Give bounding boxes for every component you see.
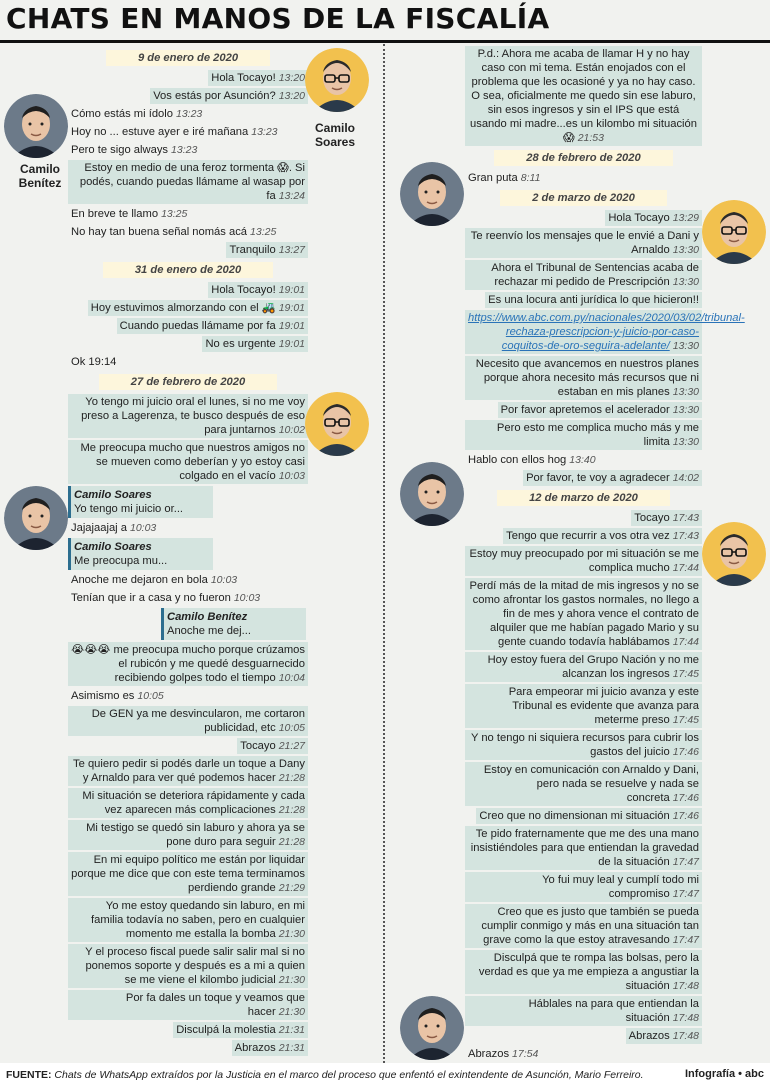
- name-soares: Camilo Soares: [314, 121, 356, 149]
- message-time: 10:03: [129, 522, 157, 534]
- message-text: Hablo con ellos hog: [468, 454, 567, 466]
- message-text: Háblales na para que entiendan la situación: [528, 998, 699, 1024]
- quoted-reply: [68, 486, 213, 518]
- message-time: 17:45: [672, 668, 699, 680]
- message-text: En mi equipo político me están por liquidar porque me dice que con este tema terminamos perdiendo grande: [71, 854, 305, 894]
- message-text: Es una locura anti jurídica lo que hicieron!!: [488, 294, 699, 306]
- message-time: 21:28: [278, 836, 305, 848]
- avatar-soares: [305, 392, 369, 456]
- avatar-benitez: [4, 486, 68, 550]
- message-text: Te quiero pedir si podés darle un toque a Dany y Arnaldo para ver qué podemos hacer: [73, 758, 305, 784]
- sent-message: [465, 228, 702, 258]
- avatar-benitez: [400, 996, 464, 1060]
- sent-message: [232, 1040, 308, 1056]
- message-text: Cuando puedas llámame por fa: [119, 320, 276, 332]
- avatar-benitez: [400, 162, 464, 226]
- sent-message: [631, 510, 702, 526]
- footer: [0, 1063, 770, 1087]
- message-text: Hoy estuvimos almorzando con el 🚜: [90, 302, 276, 314]
- message-time: 21:53: [577, 132, 604, 144]
- sent-message: [465, 578, 702, 650]
- sent-message: [498, 402, 702, 418]
- message-time: 13:25: [161, 208, 188, 220]
- message-text: Tenían que ir a casa y no fueron: [71, 592, 231, 604]
- message-time: 10:03: [233, 592, 261, 604]
- sent-message: [68, 706, 308, 736]
- quoted-text: Anoche me dej...: [167, 625, 251, 637]
- message-text: Yo me estoy quedando sin laburo, en mi familia todavía no saben, pero en cualquier momento me estalla la bomba: [91, 900, 305, 940]
- column-divider: [383, 44, 385, 1063]
- sent-message: [68, 898, 308, 942]
- message-time: 13:30: [672, 436, 699, 448]
- brand-logo: Infografía • abc: [684, 1068, 764, 1080]
- name-benitez: Camilo Benítez: [18, 162, 62, 190]
- received-message: [465, 1046, 541, 1062]
- message-time: 10:05: [278, 722, 305, 734]
- message-text: Tocayo: [634, 512, 670, 524]
- sent-message: [465, 310, 745, 354]
- quoted-reply: [68, 538, 213, 570]
- quoted-author: Camilo Benítez: [167, 611, 248, 623]
- message-time: 17:47: [672, 888, 699, 900]
- message-text: Hola Tocayo!: [211, 284, 276, 296]
- message-time: 13:30: [672, 244, 699, 256]
- message-time: 21:31: [278, 1024, 305, 1036]
- message-text: Te pido fraternamente que me des una mano insistiéndoles para que entiendan la gravedad de la situación: [470, 828, 699, 868]
- message-text: Hoy no ... estuve ayer e iré mañana: [71, 126, 249, 138]
- message-text: Por fa dales un toque y veamos que hacer: [125, 992, 305, 1018]
- footer-source: Chats de WhatsApp extraídos por la Justicia en el marco del proceso que enfentó el exintendente de Asunción, Mario Ferreiro.: [54, 1069, 644, 1081]
- sent-message: [465, 260, 702, 290]
- message-text: Estoy en comunicación con Arnaldo y Dani, pero nada se resuelve y nada se concreta: [483, 764, 699, 804]
- received-message: [68, 688, 167, 704]
- message-time: 17:46: [672, 810, 699, 822]
- message-text: Cómo estás mi ídolo: [71, 108, 173, 120]
- message-time: 13:23: [175, 108, 203, 120]
- message-time: 13:29: [672, 212, 699, 224]
- message-time: 19:01: [278, 284, 305, 296]
- message-text: Yo fui muy leal y cumplí todo mi compromiso: [542, 874, 699, 900]
- quoted-text: Yo tengo mi juicio or...: [74, 503, 184, 515]
- received-message: [68, 142, 200, 158]
- chat-column-left: [68, 44, 308, 1063]
- message-text: P.d.: Ahora me acaba de llamar H y no hay caso con mi tema. Están enojados con el problema que les ocasioné y ya no hay caso. O sea, oficialmente me quedo sin ese laburo, sin esos ingresos y sin el IPS que está usando mi madre...es un kilombo mi situación 😱: [470, 48, 697, 144]
- date-divider: 27 de febrero de 2020: [99, 374, 277, 390]
- received-message: [68, 206, 190, 222]
- message-time: 10:05: [137, 690, 164, 702]
- message-time: 17:46: [672, 792, 699, 804]
- message-text: Hola Tocayo!: [211, 72, 276, 84]
- message-time: 17:48: [672, 1030, 699, 1042]
- message-text: Tocayo: [240, 740, 276, 752]
- sent-message: [465, 762, 702, 806]
- message-text: Estoy muy preocupado por mi situación se me complica mucho: [469, 548, 699, 574]
- message-time: 19:01: [278, 338, 305, 350]
- message-time: 13:20: [278, 72, 305, 84]
- message-time: 13:23: [251, 126, 278, 138]
- message-text: Jajajaajaj a: [71, 522, 127, 534]
- message-text: Pero esto me complica mucho más y me limita: [496, 422, 699, 448]
- sent-message: [88, 300, 308, 316]
- message-text: Y no tengo ni siquiera recursos para cubrir los gastos del juicio: [470, 732, 699, 758]
- message-time: 21:29: [278, 882, 305, 894]
- message-text: Disculpá que te rompa las bolsas, pero la verdad es que ya me empieza a angustiar la situación: [478, 952, 699, 992]
- received-message: [465, 452, 599, 468]
- message-time: 17:48: [672, 980, 699, 992]
- sent-message: [465, 684, 702, 728]
- sent-message: [68, 820, 308, 850]
- message-time: 21:31: [278, 1042, 305, 1054]
- sent-message: [465, 826, 702, 870]
- date-divider: 2 de marzo de 2020: [500, 190, 667, 206]
- sent-message: [117, 318, 308, 334]
- received-message: [68, 572, 240, 588]
- sent-message: [465, 950, 702, 994]
- message-time: 13:30: [672, 276, 699, 288]
- received-message: [465, 170, 543, 186]
- sent-message: [68, 394, 308, 438]
- message-time: 17:47: [672, 934, 699, 946]
- sent-message: [226, 242, 308, 258]
- message-text: Ok 19:14: [71, 356, 117, 368]
- message-time: 13:30: [672, 340, 699, 352]
- message-text: Creo que no dimensionan mi situación: [479, 810, 670, 822]
- message-text: Hola Tocayo: [608, 212, 670, 224]
- message-time: 17:54: [512, 1048, 539, 1060]
- message-text: Perdí más de la mitad de mis ingresos y no se como afrontar los gastos normales, no llego a fin de mes y ahora vence el contrato de alquiler que me habían pagado Mario y su gente cuando todavía hablábamos: [469, 580, 699, 648]
- message-text: Ahora el Tribunal de Sentencias acaba de rechazar mi pedido de Prescripción: [491, 262, 699, 288]
- sent-message: [626, 1028, 702, 1044]
- message-time: 17:44: [672, 636, 699, 648]
- message-text: 😭😭😭 me preocupa mucho porque crúzamos el rubicón y me quedé desguarnecido recibiendo golpes todo el tiempo: [71, 644, 305, 684]
- received-message: [68, 520, 159, 536]
- sent-message: [208, 282, 308, 298]
- sent-message: [68, 440, 308, 484]
- sent-message: [208, 70, 308, 86]
- sent-message: [476, 808, 702, 824]
- message-time: 13:40: [569, 454, 596, 466]
- message-time: 21:30: [278, 974, 305, 986]
- message-time: 13:23: [171, 144, 198, 156]
- sent-message: [465, 546, 702, 576]
- quoted-author: Camilo Soares: [74, 489, 152, 501]
- sent-message: [68, 788, 308, 818]
- message-text: Hoy estoy fuera del Grupo Nación y no me alcanzan los ingresos: [487, 654, 699, 680]
- received-message: [68, 224, 279, 240]
- message-text: Vos estás por Asunción?: [153, 90, 276, 102]
- received-message: [68, 590, 263, 606]
- date-divider: 31 de enero de 2020: [103, 262, 273, 278]
- message-time: 17:43: [672, 530, 699, 542]
- message-time: 19:01: [278, 320, 305, 332]
- received-message: [68, 124, 281, 140]
- message-link[interactable]: https://www.abc.com.py/nacionales/2020/03/02/tribunal-rechaza-prescripcion-y-juicio-por-caso-coquitos-de-oro-seguira-adelante/: [468, 312, 745, 352]
- sent-message: [523, 470, 702, 486]
- message-text: Necesito que avancemos en nuestros planes porque ahora necesito más recursos que ni estaban en mis planes: [475, 358, 699, 398]
- received-message: [68, 354, 119, 370]
- sent-message: [465, 996, 702, 1026]
- message-text: Estoy en medio de una feroz tormenta 😱. Si podés, cuando puedas llámame al wasap por fa: [79, 162, 305, 202]
- message-time: 21:28: [278, 804, 305, 816]
- sent-message: [485, 292, 702, 308]
- message-time: 21:28: [278, 772, 305, 784]
- avatar-soares: [702, 522, 766, 586]
- message-text: Tengo que recurrir a vos otra vez: [506, 530, 670, 542]
- message-time: 13:20: [278, 90, 305, 102]
- message-text: Asimismo es: [71, 690, 135, 702]
- message-text: Pero te sigo always: [71, 144, 169, 156]
- sent-message: [465, 872, 702, 902]
- message-text: De GEN ya me desvincularon, me cortaron publicidad, etc: [91, 708, 305, 734]
- message-time: 17:44: [672, 562, 699, 574]
- date-divider: 9 de enero de 2020: [106, 50, 270, 66]
- quoted-author: Camilo Soares: [74, 541, 152, 553]
- message-text: Creo que es justo que también se pueda cumplir conmigo y más en una situación tan grave como la que estoy atravesando: [481, 906, 699, 946]
- message-text: Yo tengo mi juicio oral el lunes, si no me voy preso a Lagerenza, te busco después de eso para juntarnos: [81, 396, 305, 436]
- message-time: 10:02: [278, 424, 305, 436]
- message-text: Disculpá la molestia: [176, 1024, 276, 1036]
- message-text: Abrazos: [234, 1042, 276, 1054]
- message-time: 17:45: [672, 714, 699, 726]
- avatar-soares: [702, 200, 766, 264]
- date-divider: 28 de febrero de 2020: [494, 150, 672, 166]
- sent-message: [68, 756, 308, 786]
- message-time: 17:48: [672, 1012, 699, 1024]
- sent-message: [202, 336, 308, 352]
- message-time: 13:30: [672, 386, 699, 398]
- sent-message: [68, 642, 308, 686]
- message-time: 13:25: [250, 226, 277, 238]
- message-time: 10:03: [278, 470, 305, 482]
- message-text: Gran puta: [468, 172, 518, 184]
- sent-message: [465, 46, 702, 146]
- message-text: Anoche me dejaron en bola: [71, 574, 208, 586]
- sent-message: [173, 1022, 308, 1038]
- sent-message: [465, 652, 702, 682]
- message-time: 10:03: [210, 574, 238, 586]
- message-text: En breve te llamo: [71, 208, 159, 220]
- message-time: 14:02: [672, 472, 699, 484]
- avatar-benitez: [400, 462, 464, 526]
- message-time: 13:30: [672, 404, 699, 416]
- title-rule: [0, 40, 770, 43]
- quoted-reply: [161, 608, 306, 640]
- sent-message: [465, 904, 702, 948]
- message-text: Mi situación se deteriora rápidamente y cada vez aparecen más complicaciones: [82, 790, 305, 816]
- sent-message: [68, 160, 308, 204]
- message-time: 8:11: [520, 172, 541, 184]
- message-text: Para empeorar mi juicio avanza y este Tribunal es evidente que avanza para meterme preso: [508, 686, 699, 726]
- quoted-text: Me preocupa mu...: [74, 555, 168, 567]
- date-divider: 12 de marzo de 2020: [497, 490, 670, 506]
- message-text: Y el proceso fiscal puede salir salir mal si no ponemos soporte y después es a mi a quien se me viene el kilombo judicial: [85, 946, 305, 986]
- message-time: 21:27: [278, 740, 305, 752]
- sent-message: [150, 88, 308, 104]
- chat-column-right: [465, 44, 745, 1063]
- message-text: Abrazos: [628, 1030, 670, 1042]
- avatar-benitez: [4, 94, 68, 158]
- message-time: 17:46: [672, 746, 699, 758]
- message-text: Por favor, te voy a agradecer: [526, 472, 670, 484]
- sent-message: [465, 356, 702, 400]
- message-time: 13:27: [278, 244, 305, 256]
- message-time: 10:04: [278, 672, 305, 684]
- message-time: 21:30: [278, 928, 305, 940]
- sent-message: [68, 990, 308, 1020]
- sent-message: [605, 210, 702, 226]
- message-text: Abrazos: [468, 1048, 510, 1060]
- message-text: Mi testigo se quedó sin laburo y ahora ya se pone duro para seguir: [86, 822, 305, 848]
- sent-message: [465, 420, 702, 450]
- avatar-soares: [305, 48, 369, 112]
- sent-message: [68, 852, 308, 896]
- page-title: CHATS EN MANOS DE LA FISCALÍA: [6, 2, 550, 35]
- message-text: Me preocupa mucho que nuestros amigos no se mueven como deberían y yo estoy casi colgado en el vacío: [80, 442, 305, 482]
- sent-message: [68, 944, 308, 988]
- message-time: 21:30: [278, 1006, 305, 1018]
- sent-message: [237, 738, 308, 754]
- message-text: Te reenvío los mensajes que le envié a Dani y Arnaldo: [470, 230, 699, 256]
- footer-label: FUENTE:: [6, 1069, 52, 1081]
- message-text: Tranquilo: [229, 244, 276, 256]
- received-message: [68, 106, 205, 122]
- message-time: 17:43: [672, 512, 699, 524]
- message-time: 17:47: [672, 856, 699, 868]
- message-text: Por favor apretemos el acelerador: [500, 404, 670, 416]
- sent-message: [503, 528, 702, 544]
- sent-message: [465, 730, 702, 760]
- message-time: 19:01: [278, 302, 305, 314]
- message-time: 13:24: [278, 190, 305, 202]
- message-text: No hay tan buena señal nomás acá: [71, 226, 248, 238]
- message-text: No es urgente: [205, 338, 276, 350]
